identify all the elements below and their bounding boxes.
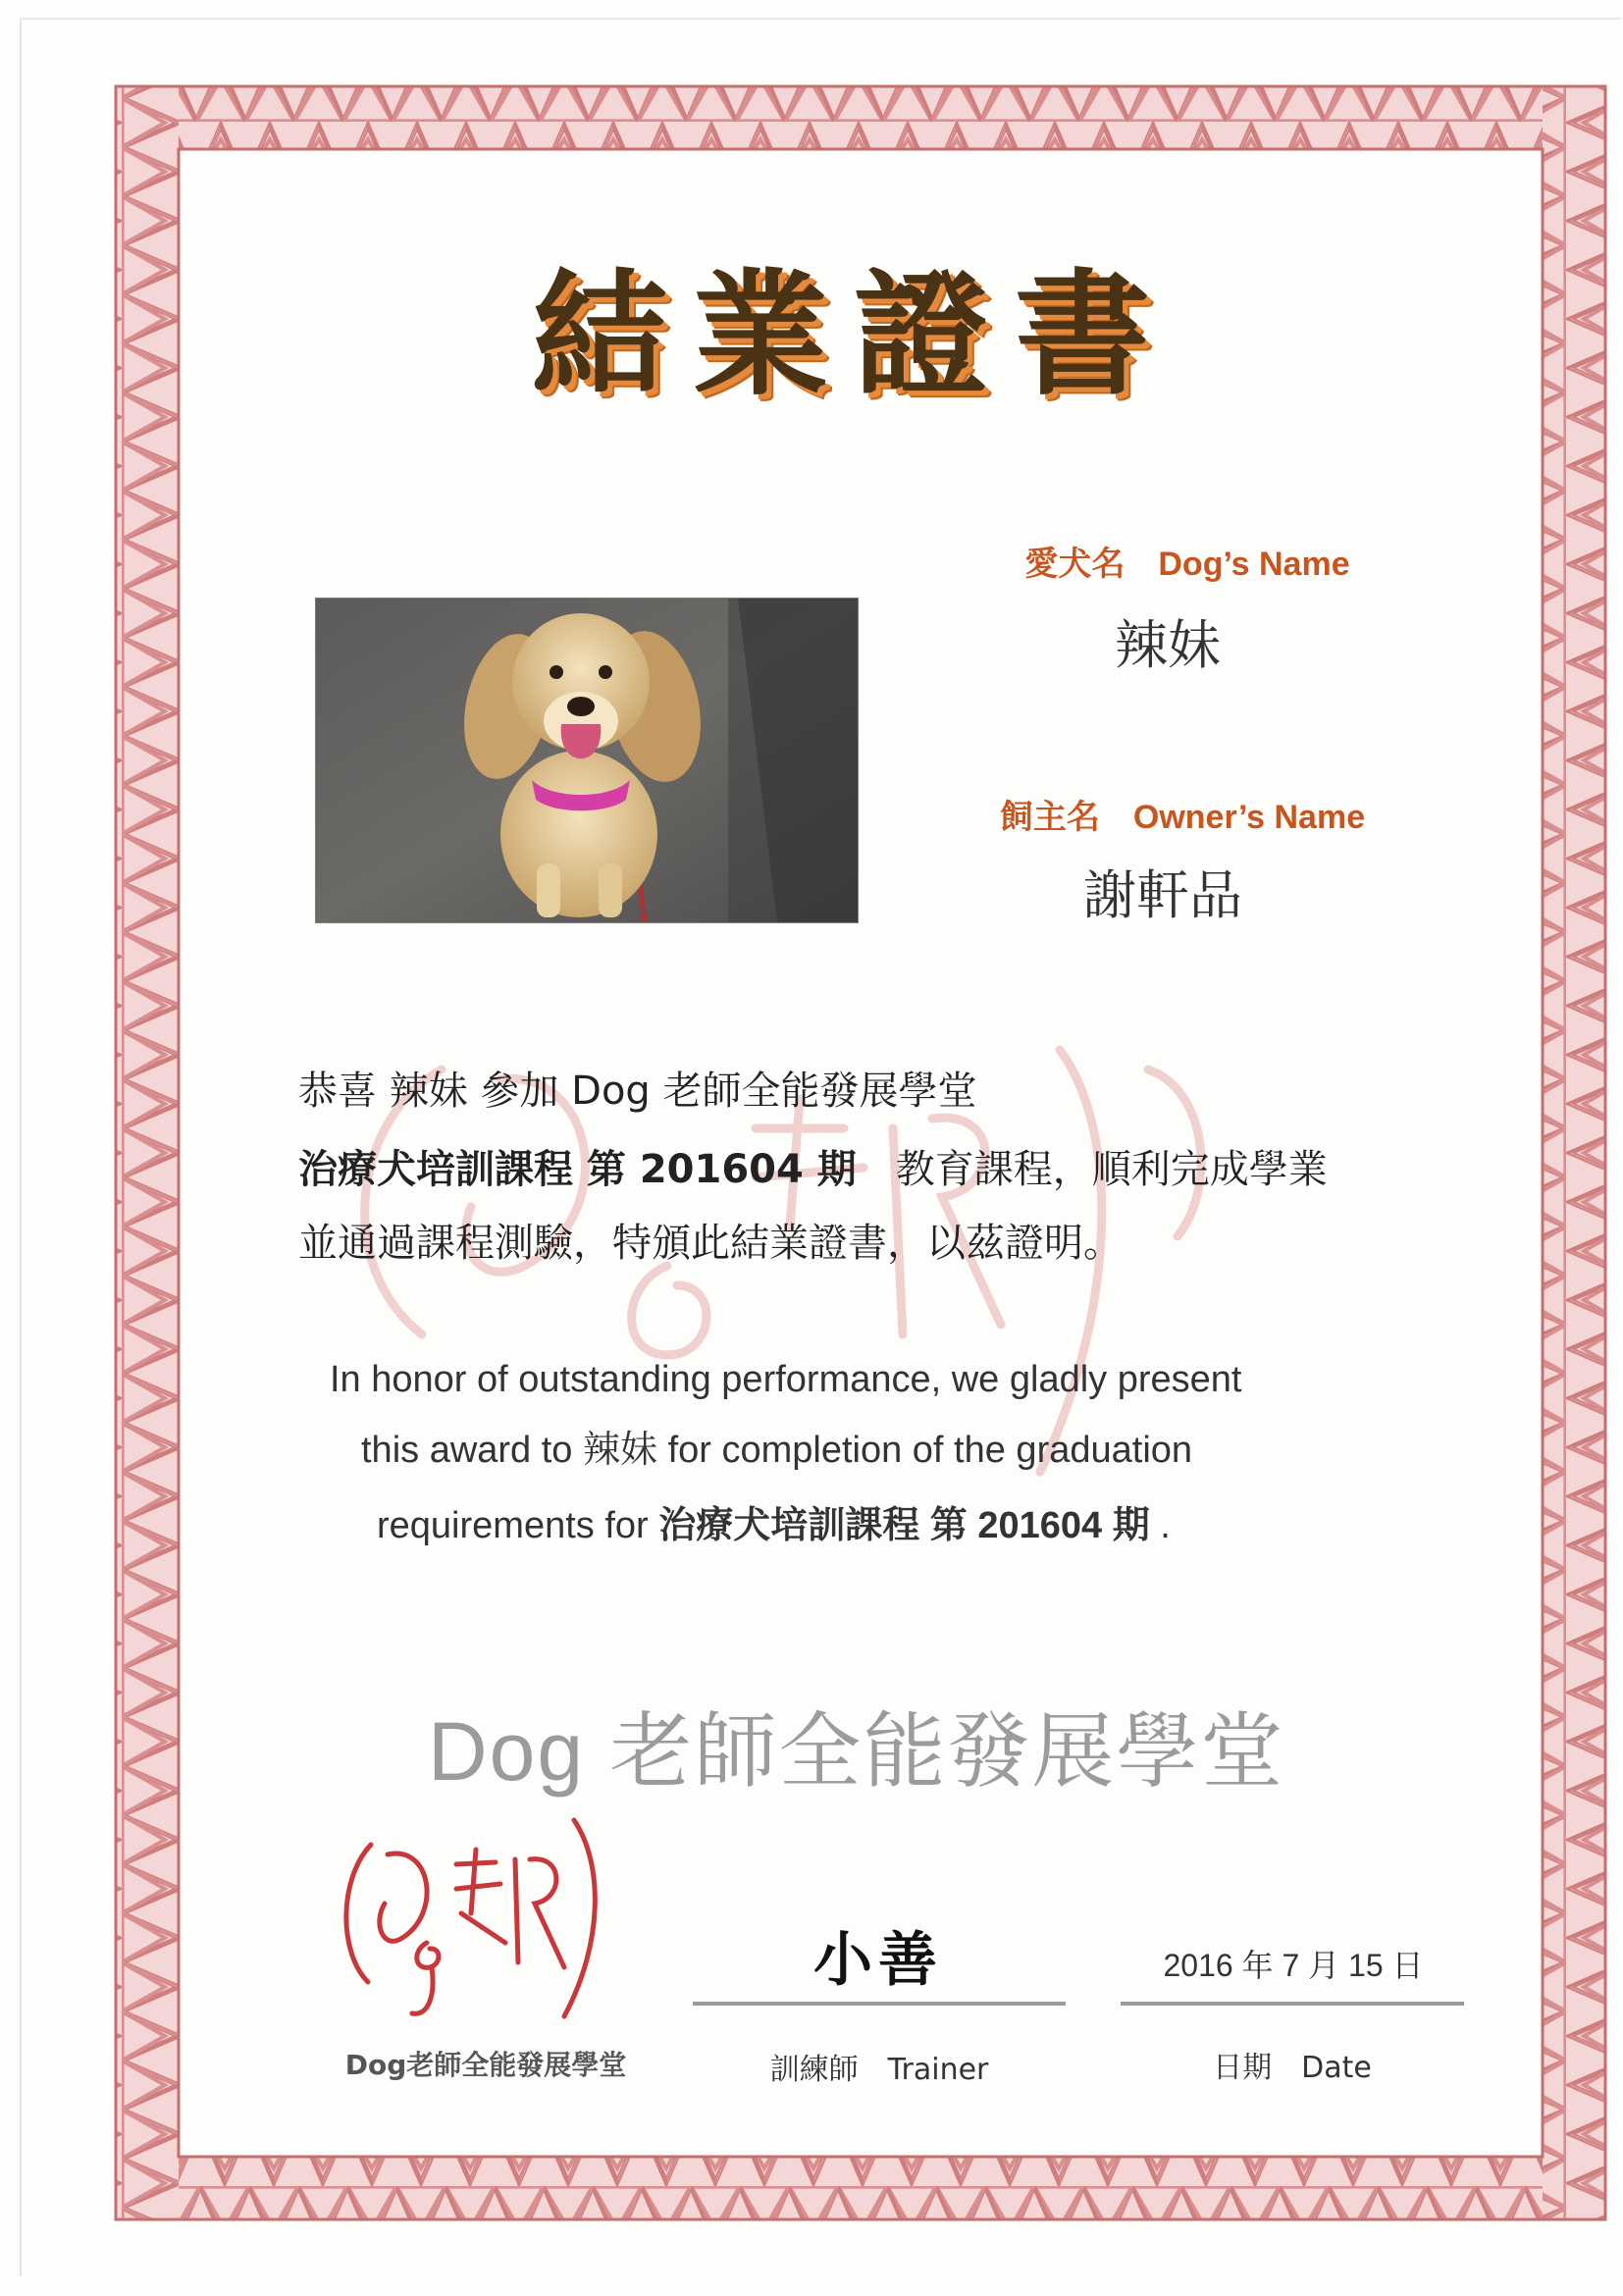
trainer-caption: 訓練師 Trainer — [769, 2053, 989, 2087]
body-en-line-1: In honor of outstanding performance, we gladly present — [330, 1359, 1242, 1400]
zh-line-1-dog: 辣妹 — [389, 1069, 468, 1114]
zh-line-2-suffix: 教育課程，順利完成學業 — [856, 1147, 1328, 1192]
body-zh-line-1 — [298, 1069, 977, 1114]
zh-line-1-prefix: 恭喜 — [298, 1069, 390, 1114]
en-line-3-suffix: . — [1149, 1505, 1171, 1546]
body-en-line-3 — [377, 1507, 1171, 1544]
dog-name-value: 辣妹 — [1115, 614, 1221, 676]
certificate-title: 結業證書 — [531, 254, 1176, 414]
en-line-2-dog: 辣妹 — [583, 1430, 658, 1471]
school-seal-logo — [334, 1805, 628, 2041]
owner-name-label: 飼主名 Owner’s Name — [999, 799, 1366, 836]
en-line-3-course: 治療犬培訓課程 第 201604 期 — [658, 1505, 1150, 1546]
body-zh-line-3: 並通過課程測驗，特頒此結業證書，以茲證明。 — [298, 1221, 1123, 1266]
trainer-signature-line — [693, 2002, 1066, 2006]
body-zh-line-2 — [298, 1147, 1328, 1192]
date-caption: 日期 Date — [1213, 2051, 1372, 2085]
school-name: Dog 老師全能發展學堂 — [428, 1705, 1285, 1798]
trainer-signature: 小善 — [813, 1926, 943, 1995]
date-signature-line — [1121, 2002, 1464, 2006]
dog-name-label: 愛犬名 Dog’s Name — [1024, 546, 1350, 583]
dog-photo-image — [316, 599, 858, 922]
body-en-line-2 — [361, 1432, 1192, 1469]
dog-photo — [315, 598, 859, 923]
zh-line-1-suffix: 參加 Dog 老師全能發展學堂 — [467, 1069, 977, 1114]
seal-text: Dog老師 — [471, 1908, 535, 1927]
owner-name-value: 謝軒品 — [1083, 864, 1242, 926]
en-line-3-prefix: requirements for — [377, 1505, 659, 1546]
seal-caption: Dog老師全能發展學堂 — [344, 2049, 627, 2081]
en-line-2-prefix: this award to — [361, 1430, 583, 1471]
date-value: 2016 年 7 月 15 日 — [1163, 1948, 1424, 1983]
zh-line-2-course: 治療犬培訓課程 第 201604 期 — [298, 1147, 857, 1192]
en-line-2-suffix: for completion of the graduation — [657, 1430, 1193, 1471]
